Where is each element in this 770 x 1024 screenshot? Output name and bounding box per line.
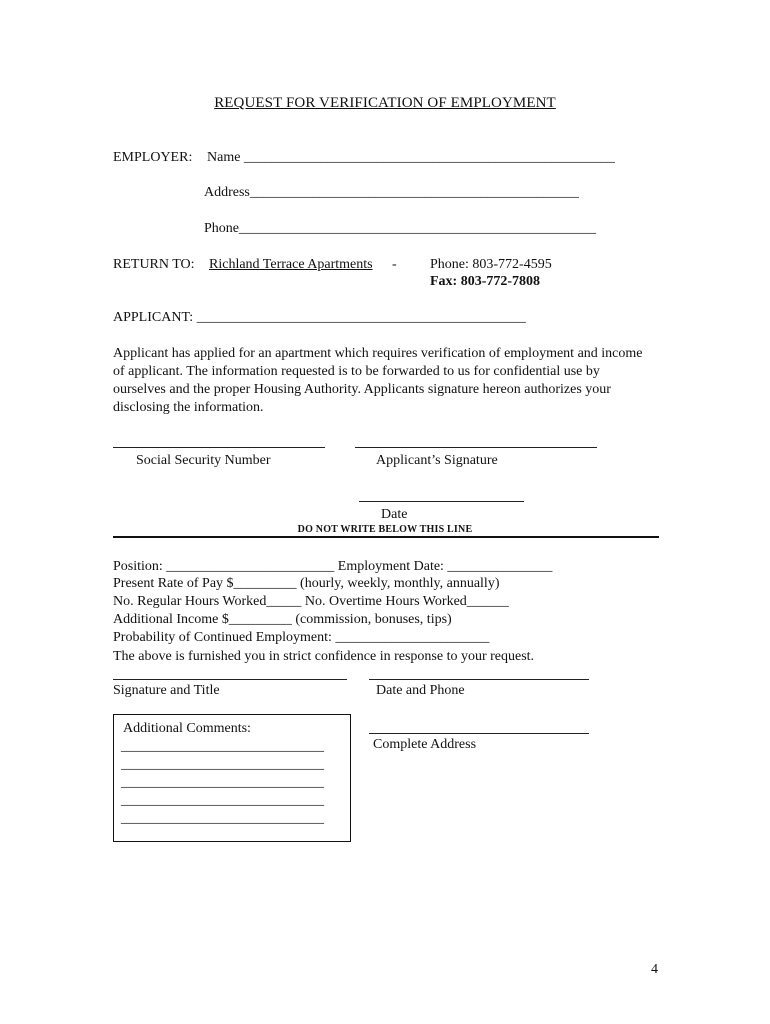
employer-label: EMPLOYER: bbox=[113, 150, 193, 165]
comment-line: _____________________________ bbox=[121, 793, 324, 808]
comment-line: _____________________________ bbox=[121, 739, 324, 754]
probability-line: Probability of Continued Employment: ______________________ bbox=[113, 630, 490, 645]
return-to-label: RETURN TO: bbox=[113, 257, 195, 272]
divider-line bbox=[113, 536, 659, 538]
complete-address-label: Complete Address bbox=[373, 737, 477, 752]
signature-title-label: Signature and Title bbox=[113, 683, 220, 698]
comment-line: _____________________________ bbox=[121, 757, 324, 772]
comment-line: _____________________________ bbox=[121, 811, 324, 826]
additional-income-line: Additional Income $_________ (commission, bonuses, tips) bbox=[113, 612, 452, 627]
date-label: Date bbox=[381, 507, 408, 522]
signature-title-rule bbox=[113, 679, 347, 680]
form-title: REQUEST FOR VERIFICATION OF EMPLOYMENT bbox=[214, 95, 556, 111]
date-rule bbox=[359, 501, 524, 502]
confidence-statement: The above is furnished you in strict confidence in response to your request. bbox=[113, 649, 535, 664]
ssn-label: Social Security Number bbox=[136, 453, 271, 468]
complete-address-rule bbox=[369, 733, 589, 734]
return-fax: Fax: 803-772-7808 bbox=[430, 274, 541, 289]
pay-rate-line: Present Rate of Pay $_________ (hourly, weekly, monthly, annually) bbox=[113, 576, 500, 591]
return-to-name: Richland Terrace Apartments bbox=[209, 257, 373, 272]
date-phone-rule bbox=[369, 679, 589, 680]
applicant-signature-label: Applicant’s Signature bbox=[376, 453, 498, 468]
return-to-dash: - bbox=[392, 257, 397, 272]
authorization-paragraph: Applicant has applied for an apartment which requires verification of employment and income of applicant. The information requested is to be forwarded to us for confidential use by ourselves and the proper Housing Authority. Applicants signature hereon authorizes your disclosing the information. bbox=[113, 346, 643, 415]
ssn-signature-rule bbox=[113, 447, 325, 448]
hours-worked-line: No. Regular Hours Worked_____ No. Overtime Hours Worked______ bbox=[113, 594, 509, 609]
comment-line: _____________________________ bbox=[121, 775, 324, 790]
applicant-signature-rule bbox=[355, 447, 597, 448]
applicant-line: APPLICANT: _______________________________________________ bbox=[113, 310, 526, 325]
employer-phone-line: Phone___________________________________________________ bbox=[204, 221, 596, 236]
do-not-write-notice: DO NOT WRITE BELOW THIS LINE bbox=[297, 524, 473, 535]
employer-name-line: Name _____________________________________________________ bbox=[207, 150, 615, 165]
page-number: 4 bbox=[651, 962, 658, 977]
employer-address-line: Address_______________________________________________ bbox=[204, 185, 579, 200]
position-line: Position: ________________________ Employment Date: _______________ bbox=[113, 559, 553, 574]
date-phone-label: Date and Phone bbox=[376, 683, 465, 698]
return-phone: Phone: 803-772-4595 bbox=[430, 257, 552, 272]
additional-comments-label: Additional Comments: bbox=[123, 721, 251, 736]
